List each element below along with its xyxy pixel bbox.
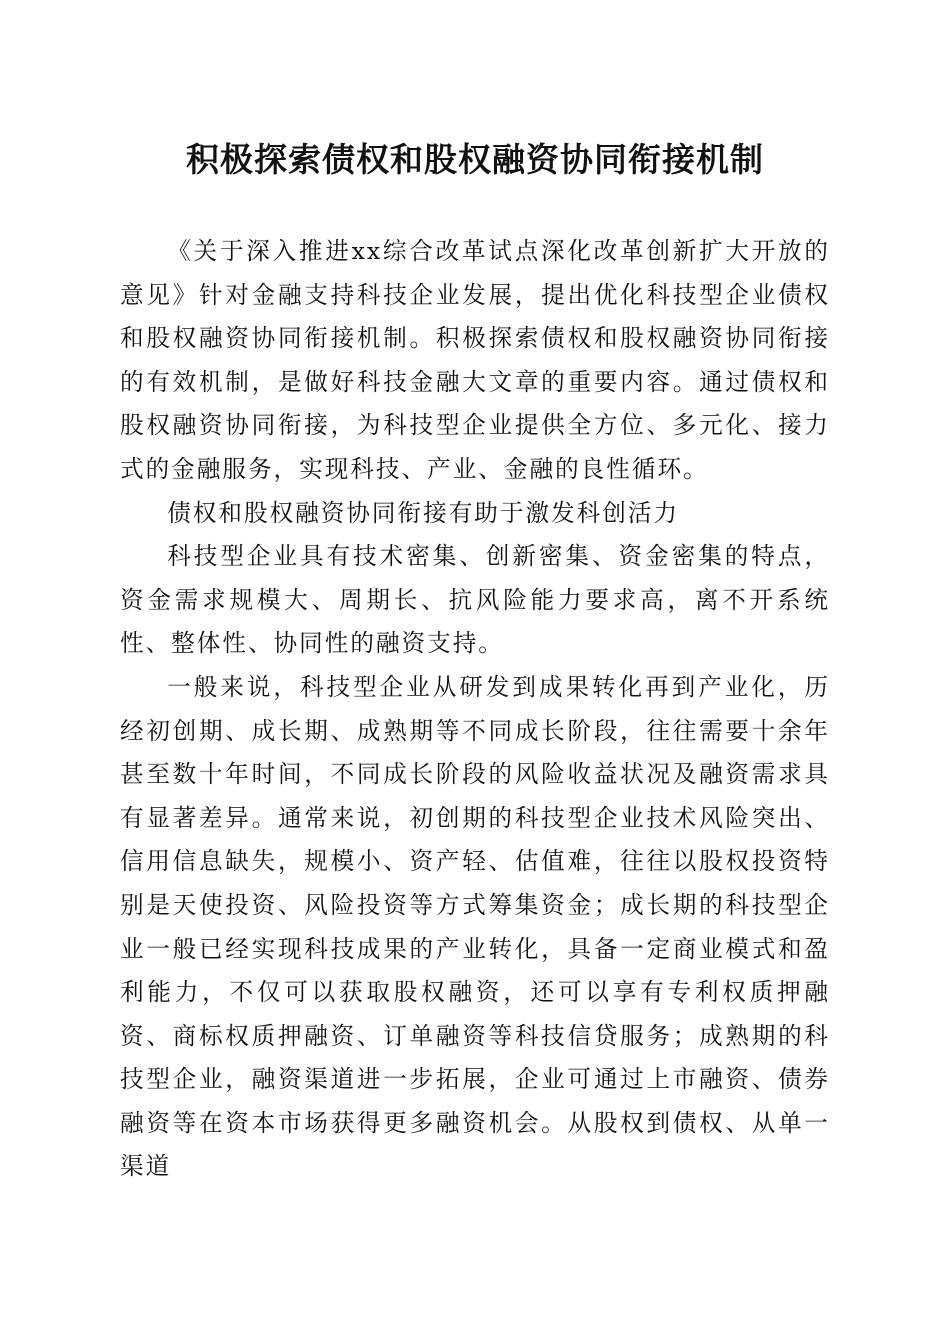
paragraph-growth-stages: 一般来说，科技型企业从研发到成果转化再到产业化，历经初创期、成长期、成熟期等不同成长阶段，往往需要十余年甚至数十年时间，不同成长阶段的风险收益状况及融资需求具有显著差异。通常来说，初创期的科技型企业技术风险突出、信用信息缺失，规模小、资产轻、估值难，往往以股权投资特别是天使投资、风险投资等方式筹集资金；成长期的科技型企业一般已经实现科技成果的产业转化，具备一定商业模式和盈利能力，不仅可以获取股权融资，还可以享有专利权质押融资、商标权质押融资、订单融资等科技信贷服务；成熟期的科技型企业，融资渠道进一步拓展，企业可通过上市融资、债券融资等在资本市场获得更多融资机会。从股权到债权、从单一渠道 <box>120 672 830 1181</box>
document-title: 积极探索债权和股权融资协同衔接机制 <box>186 140 764 179</box>
document-body <box>120 230 830 1189</box>
paragraph-intro: 《关于深入推进xx综合改革试点深化改革创新扩大开放的意见》针对金融支持科技企业发展，提出优化科技型企业债权和股权融资协同衔接机制。积极探索债权和股权融资协同衔接的有效机制，是做好科技金融大文章的重要内容。通过债权和股权融资协同衔接，为科技型企业提供全方位、多元化、接力式的金融服务，实现科技、产业、金融的良性循环。 <box>120 237 830 483</box>
paragraph-characteristics: 科技型企业具有技术密集、创新密集、资金密集的特点，资金需求规模大、周期长、抗风险能力要求高，离不开系统性、整体性、协同性的融资支持。 <box>120 542 830 658</box>
section-heading: 债权和股权融资协同衔接有助于激发科创活力 <box>167 498 680 527</box>
